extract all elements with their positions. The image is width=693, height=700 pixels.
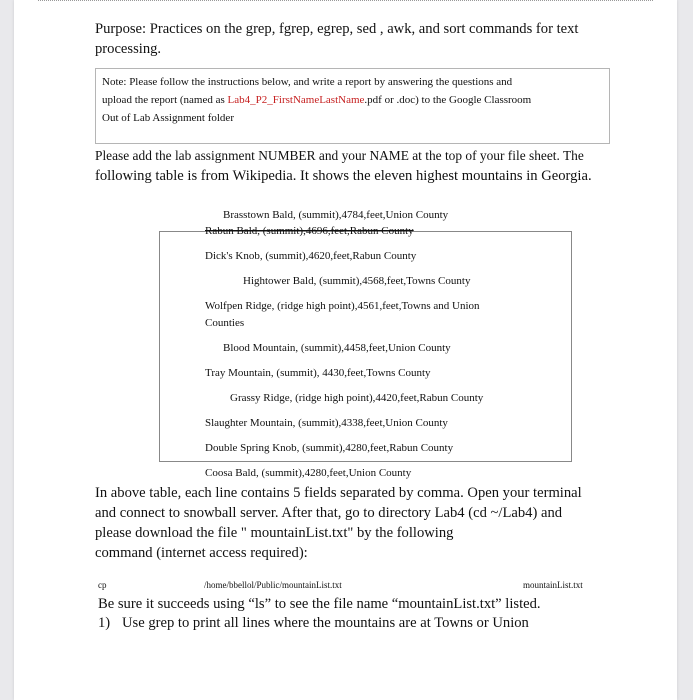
document-page — [14, 0, 677, 700]
mountain-line: Coosa Bald, (summit),4280,feet,Union County — [205, 467, 412, 479]
mountain-line: Counties — [205, 317, 245, 329]
note-line-2 — [102, 91, 603, 109]
purpose-line-cont: processing. — [95, 41, 162, 57]
mountain-line: Hightower Bald, (summit),4568,feet,Towns County — [243, 275, 471, 287]
mountain-line: Grassy Ridge, (ridge high point),4420,feet,Rabun County — [230, 392, 484, 404]
note-line-1: Note: Please follow the instructions below, and write a report by answering the questions and — [102, 76, 513, 88]
body-line-1: In above table, each line contains 5 fields separated by comma. Open your terminal — [95, 485, 582, 501]
body-line-4: command (internet access required): — [95, 545, 308, 561]
mountain-line: Dick's Knob, (summit),4620,feet,Rabun County — [205, 250, 417, 262]
note-box — [95, 68, 610, 144]
mountain-line: Brasstown Bald, (summit),4784,feet,Union County — [223, 209, 449, 221]
mountain-line: Blood Mountain, (summit),4458,feet,Union County — [223, 342, 451, 354]
mountain-line: Rabun Bald, (summit),4696,feet,Rabun County — [205, 225, 414, 237]
top-divider — [38, 0, 653, 2]
verify-line: Be sure it succeeds using “ls” to see the file name “mountainList.txt” listed. — [98, 596, 541, 612]
intro-line-2: following table is from Wikipedia. It shows the eleven highest mountains in Georgia. — [95, 168, 592, 184]
question-1-number: 1) — [98, 615, 111, 631]
body-line-2: and connect to snowball server. After that, go to directory Lab4 (cd ~/Lab4) and — [95, 505, 563, 521]
body-line-3: please download the file " mountainList.txt" by the following — [95, 525, 454, 541]
note-line-2-pre: upload the report (named as — [102, 94, 228, 106]
mountain-line: Slaughter Mountain, (summit),4338,feet,Union County — [205, 417, 448, 429]
command-dest-file: mountainList.txt — [523, 580, 583, 590]
command-source-path: /home/bbellol/Public/mountainList.txt — [204, 580, 342, 590]
question-1-text: Use grep to print all lines where the mountains are at Towns or Union — [122, 615, 529, 631]
mountain-line: Double Spring Knob, (summit),4280,feet,Rabun County — [205, 442, 454, 454]
note-line-2-post: .pdf or .doc) to the Google Classroom — [364, 94, 532, 106]
mountain-line: Tray Mountain, (summit), 4430,feet,Towns County — [205, 367, 431, 379]
intro-line-1: Please add the lab assignment NUMBER and your NAME at the top of your file sheet. The — [95, 148, 584, 163]
command-cp: cp — [98, 580, 107, 590]
purpose-line: Purpose: Practices on the grep, fgrep, egrep, sed , awk, and sort commands for text — [95, 21, 579, 37]
mountain-line: Wolfpen Ridge, (ridge high point),4561,feet,Towns and Union — [205, 300, 480, 312]
note-line-3: Out of Lab Assignment folder — [102, 112, 234, 124]
report-filename-link: Lab4_P2_FirstNameLastName — [227, 94, 365, 106]
